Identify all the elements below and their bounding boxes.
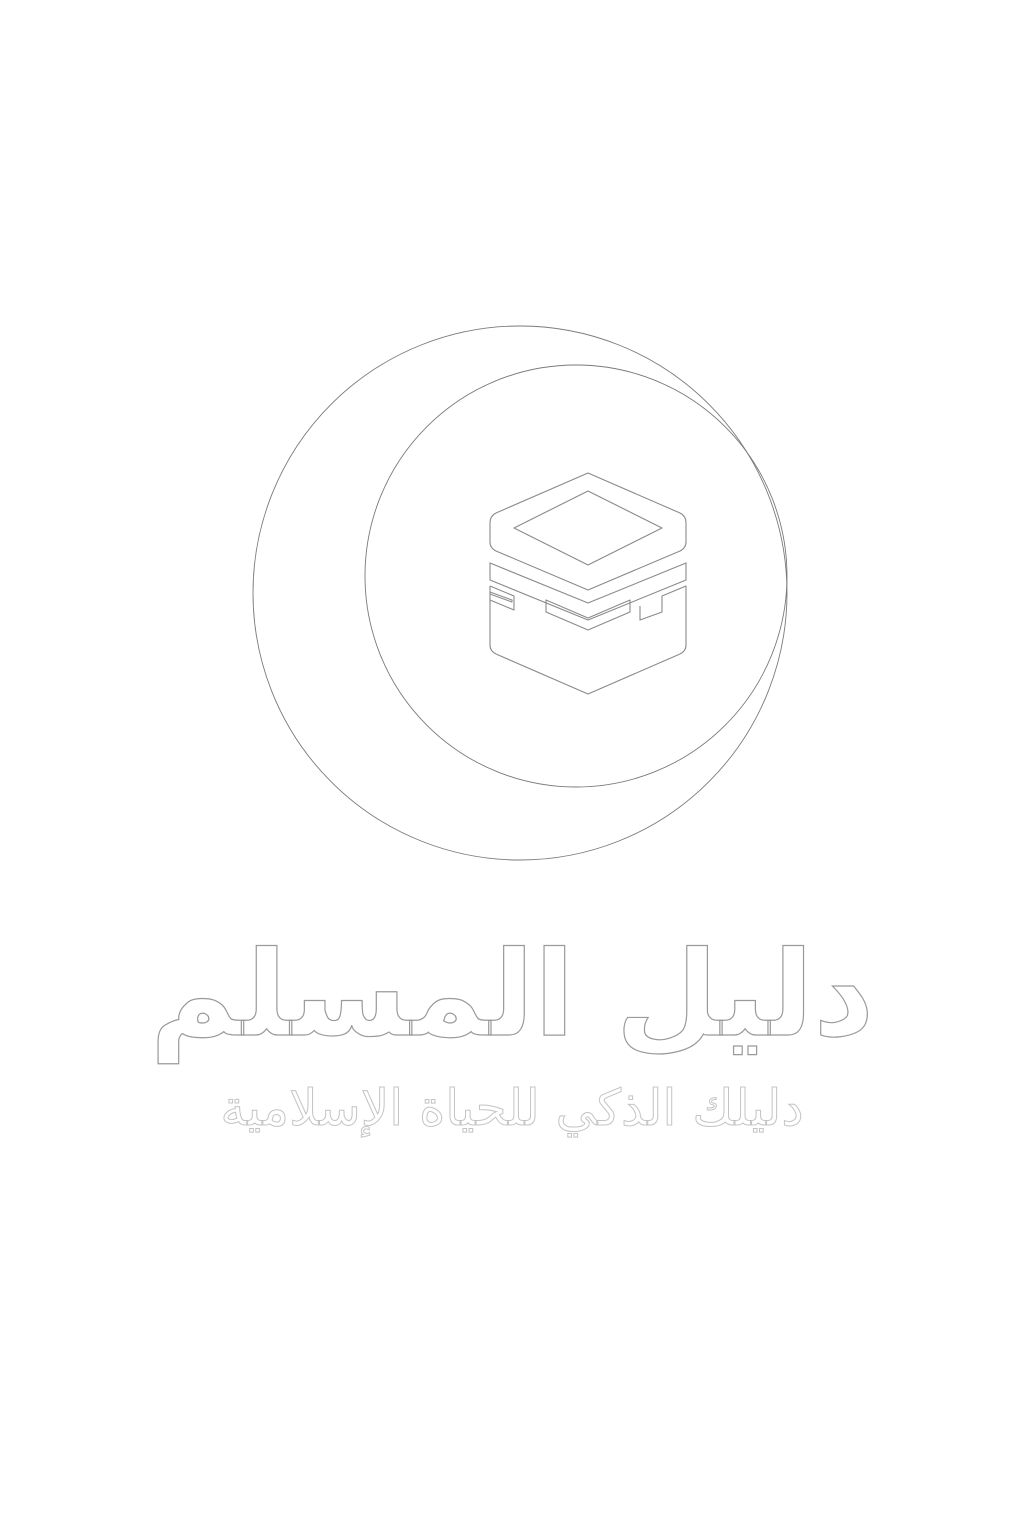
crescent-icon — [253, 326, 787, 860]
app-title: دليل المسلم — [149, 925, 875, 1063]
app-logo — [250, 320, 800, 870]
app-tagline: دليلك الذكي للحياة الإسلامية — [220, 1079, 804, 1137]
kaaba-icon — [490, 473, 686, 694]
